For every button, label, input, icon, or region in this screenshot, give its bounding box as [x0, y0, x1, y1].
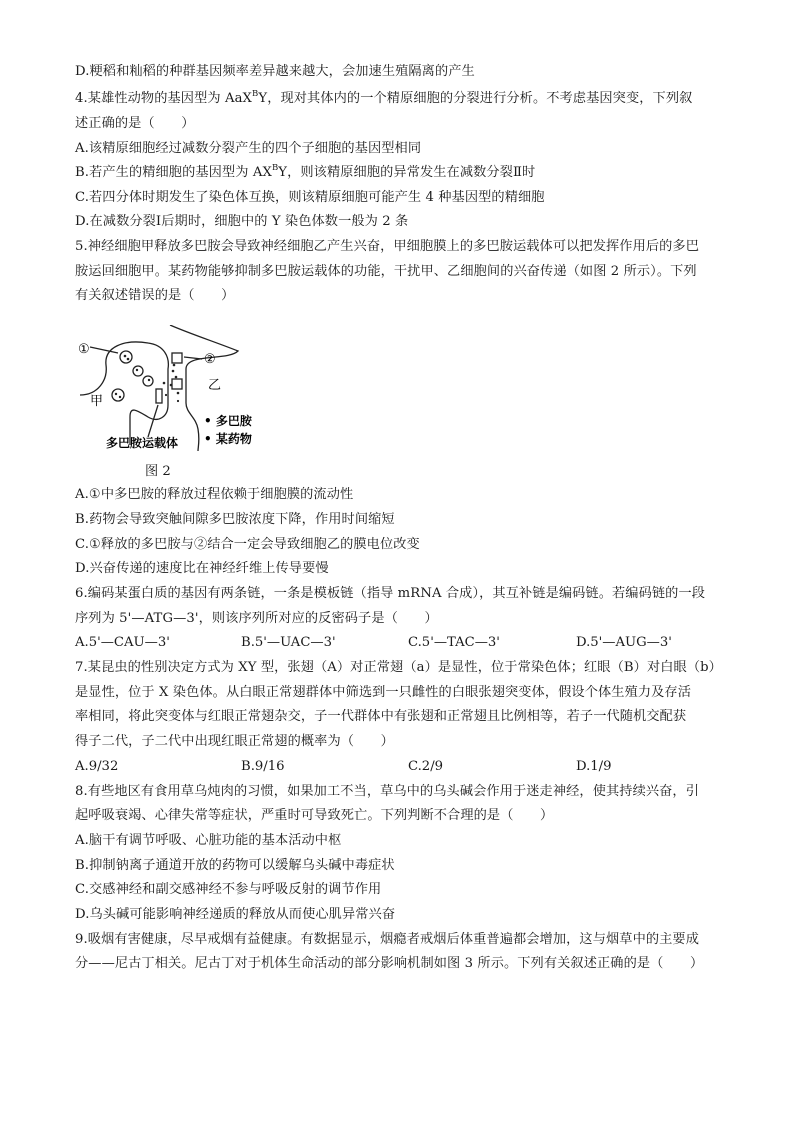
- cell-b-label: 乙: [208, 378, 222, 393]
- q7-stem-line2: 是显性，位于 X 染色体。从白眼正常翅群体中筛选到一只雌性的白眼张翅突变体，假设个体生殖力及存活: [75, 685, 692, 700]
- q6-option-c: C.5'—TAC—3': [408, 635, 500, 650]
- q5-option-b: B.药物会导致突触间隙多巴胺浓度下降，作用时间缩短: [75, 512, 395, 527]
- q4-option-d: D.在减数分裂Ⅰ后期时，细胞中的 Y 染色体数一般为 2 条: [75, 214, 409, 229]
- q5-option-c: C.①释放的多巴胺与②结合一定会导致细胞乙的膜电位改变: [75, 537, 420, 552]
- q9-stem-line2: 分——尼古丁相关。尼古丁对于机体生命活动的部分影响机制如图 3 所示。下列有关叙述正确的是（ ）: [75, 956, 704, 971]
- legend-drug: • 某药物: [204, 432, 252, 446]
- q5-stem-line3: 有关叙述错误的是（ ）: [75, 288, 235, 303]
- q4-stem-line1: 4.某雄性动物的基因型为 AaX$^B$Y，现对其体内的一个精原细胞的分裂进行分析。不考虑基因突变，下列叙: [75, 88, 693, 106]
- figure-label-2: ②: [204, 352, 216, 367]
- q4-stem-line2: 述正确的是（ ）: [75, 116, 195, 131]
- q5-option-d: D.兴奋传递的速度比在神经纤维上传导要慢: [75, 561, 329, 576]
- q7-option-b: B.9/16: [241, 759, 285, 774]
- q4-option-b: B.若产生的精细胞的基因型为 $AX^BY$，则该精原细胞的异常发生在减数分裂Ⅱ时: [75, 162, 536, 180]
- figure-2-caption: 图 2: [145, 464, 171, 479]
- transporter-label: 多巴胺运载体: [106, 436, 179, 450]
- q6-stem-line2: 序列为 5'—ATG—3'，则该序列所对应的反密码子是（ ）: [75, 611, 438, 626]
- q8-option-c: C.交感神经和副交感神经不参与呼吸反射的调节作用: [75, 882, 382, 897]
- figure-label-1: ①: [78, 342, 90, 357]
- synapse-figure: [78, 325, 278, 453]
- q5-stem-line2: 胺运回细胞甲。某药物能够抑制多巴胺运载体的功能，干扰甲、乙细胞间的兴奋传递（如图 2 所示）。下列: [75, 264, 697, 279]
- q8-option-d: D.乌头碱可能影响神经递质的释放从而使心肌异常兴奋: [75, 907, 396, 922]
- q7-option-d: D.1/9: [576, 759, 612, 774]
- q4-option-c: C.若四分体时期发生了染色体互换，则该精原细胞可能产生 4 种基因型的精细胞: [75, 190, 545, 205]
- q8-option-a: A.脑干有调节呼吸、心脏功能的基本活动中枢: [75, 833, 342, 848]
- q7-option-a: A.9/32: [75, 759, 119, 774]
- q9-stem-line1: 9.吸烟有害健康，尽早戒烟有益健康。有数据显示，烟瘾者戒烟后体重普遍都会增加，这与烟草中的主要成: [75, 932, 700, 947]
- q4-option-a: A.该精原细胞经过减数分裂产生的四个子细胞的基因型相同: [75, 141, 422, 156]
- legend-dopamine: • 多巴胺: [204, 414, 252, 428]
- cell-a-label: 甲: [90, 394, 104, 409]
- q6-option-b: B.5'—UAC—3': [241, 635, 336, 650]
- q7-stem-line1: 7.某昆虫的性别决定方式为 XY 型，张翅（A）对正常翅（a）是显性，位于常染色体；红眼（B）对白眼（b）: [75, 660, 722, 675]
- q7-stem-line4: 得子二代，子二代中出现红眼正常翅的概率为（ ）: [75, 734, 394, 749]
- q6-option-a: A.5'—CAU—3': [75, 635, 170, 650]
- q5-stem-line1: 5.神经细胞甲释放多巴胺会导致神经细胞乙产生兴奋，甲细胞膜上的多巴胺运载体可以把发挥作用后的多巴: [75, 239, 700, 254]
- q8-option-b: B.抑制钠离子通道开放的药物可以缓解乌头碱中毒症状: [75, 858, 395, 873]
- q7-option-c: C.2/9: [408, 759, 444, 774]
- q8-stem-line2: 起呼吸衰竭、心律失常等症状，严重时可导致死亡。下列判断不合理的是（ ）: [75, 808, 554, 823]
- q7-stem-line3: 率相同，将此突变体与红眼正常翅杂交，子一代群体中有张翅和正常翅且比例相等，若子一代随机交配获: [75, 709, 687, 724]
- q8-stem-line1: 8.有些地区有食用草乌炖肉的习惯，如果加工不当，草乌中的乌头碱会作用于迷走神经，使其持续兴奋，引: [75, 784, 700, 799]
- q5-option-a: A.①中多巴胺的释放过程依赖于细胞膜的流动性: [75, 487, 354, 502]
- q6-stem-line1: 6.编码某蛋白质的基因有两条链，一条是模板链（指导 mRNA 合成），其互补链是编码链。若编码链的一段: [75, 586, 706, 601]
- q3-option-d: D.粳稻和籼稻的种群基因频率差异越来越大，会加速生殖隔离的产生: [75, 64, 475, 79]
- q6-option-d: D.5'—AUG—3': [576, 635, 672, 650]
